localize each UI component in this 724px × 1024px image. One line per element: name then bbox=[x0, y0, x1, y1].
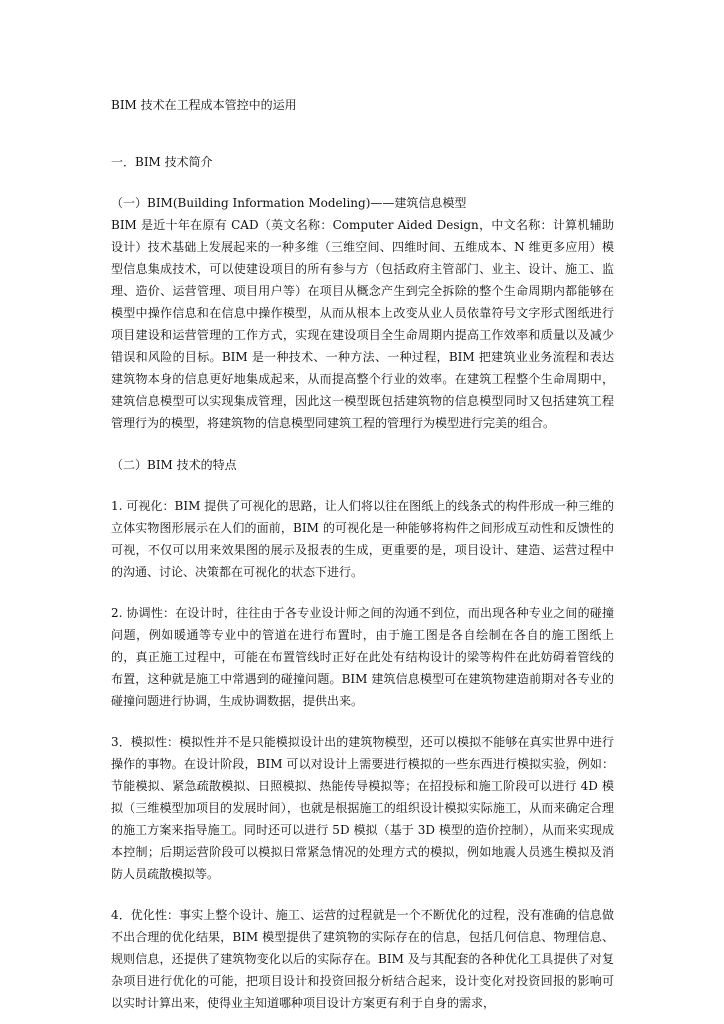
paragraph-bim-definition: BIM 是近十年在原有 CAD（英文名称：Computer Aided Design，中文名称：计算机辅助设计）技术基础上发展起来的一种多维（三维空间、四维时间、五维成本、N 维更多应用）模型信息集成技术，可以使建设项目的所有参与方（包括政府主管部门、业主、设计、施工、监理、造价、运营管理、项目用户等）在项目从概念产生到完全拆除的整个生命周期内都能够在模型中操作信息和在信息中操作模型，从而从根本上改变从业人员依靠符号文字形式图纸进行项目建设和运营管理的工作方式，实现在建设项目全生命周期内提高工作效率和质量以及减少错误和风险的目标。BIM 是一种技术、一种方法、一种过程，BIM 把建筑业业务流程和表达建筑物本身的信息更好地集成起来，从而提高整个行业的效率。在建筑工程整个生命周期中，建筑信息模型可以实现集成管理，因此这一模型既包括建筑物的信息模型同时又包括建筑工程管理行为的模型，将建筑物的信息模型同建筑工程的管理行为模型进行完美的组合。 bbox=[111, 218, 614, 430]
paragraph-feature-simulation: 3．模拟性：模拟性并不是只能模拟设计出的建筑物模型，还可以模拟不能够在真实世界中进行操作的事物。在设计阶段，BIM 可以对设计上需要进行模拟的一些东西进行模拟实验，例如：节能模拟、紧急疏散模拟、日照模拟、热能传导模拟等；在招投标和施工阶段可以进行 4D 模拟（三维模型加项目的发展时间），也就是根据施工的组织设计模拟实际施工，从而来确定合理的施工方案来指导施工。同时还可以进行 5D 模拟（基于 3D 模型的造价控制），从而来实现成本控制；后期运营阶段可以模拟日常紧急情况的处理方式的模拟，例如地震人员逃生模拟及消防人员疏散模拟等。 bbox=[111, 735, 614, 881]
subsection-heading-bim-features: （二）BIM 技术的特点 bbox=[111, 458, 237, 472]
paragraph-feature-optimization: 4．优化性：事实上整个设计、施工、运营的过程就是一个不断优化的过程，没有准确的信息做不出合理的优化结果，BIM 模型提供了建筑物的实际存在的信息，包括几何信息、物理信息、规则信息，还提供了建筑物变化以后的实际存在。BIM 及与其配套的各种优化工具提供了对复杂项目进行优化的可能，把项目设计和投资回报分析结合起来，设计变化对投资回报的影响可以实时计算出来，使得业主知道哪种项目设计方案更有利于自身的需求， bbox=[111, 908, 614, 1010]
paragraph-feature-coordination: 2. 协调性：在设计时，往往由于各专业设计师之间的沟通不到位，而出现各种专业之间的碰撞问题，例如暖通等专业中的管道在进行布置时，由于施工图是各自绘制在各自的施工图纸上的，真正施工过程中，可能在布置管线时正好在此处有结构设计的梁等构件在此妨碍着管线的布置，这种就是施工中常遇到的碰撞问题。BIM 建筑信息模型可在建筑物建造前期对各专业的碰撞问题进行协调，生成协调数据，提供出来。 bbox=[111, 606, 614, 708]
section-heading-bim-intro: 一．BIM 技术简介 bbox=[111, 155, 213, 169]
document-title: BIM 技术在工程成本管控中的运用 bbox=[111, 98, 297, 112]
paragraph-feature-visualization: 1. 可视化：BIM 提供了可视化的思路，让人们将以往在图纸上的线条式的构件形成一种三维的立体实物图形展示在人们的面前，BIM 的可视化是一种能够将构件之间形成互动性和反馈性的可视，不仅可以用来效果图的展示及报表的生成，更重要的是，项目设计、建造、运营过程中的沟通、讨论、决策都在可视化的状态下进行。 bbox=[111, 499, 614, 579]
document-body bbox=[111, 94, 614, 1014]
subsection-heading-bim-definition: （一）BIM(Building Information Modeling)——建筑信息模型 bbox=[111, 196, 467, 210]
